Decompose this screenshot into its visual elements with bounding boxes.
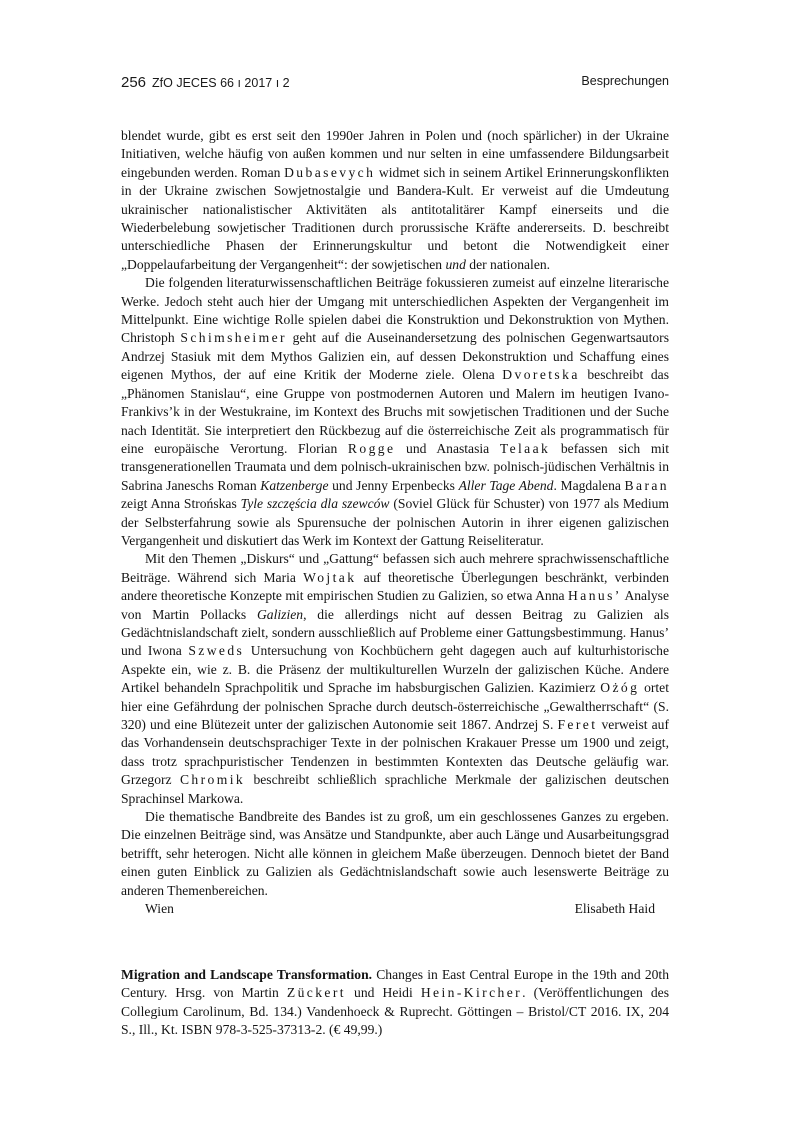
emphasis: und bbox=[445, 256, 466, 272]
section-title: Besprechungen bbox=[581, 74, 669, 88]
signature-line bbox=[121, 900, 669, 918]
author-name: Dvoretska bbox=[502, 367, 580, 383]
next-review-heading bbox=[121, 966, 669, 1040]
author-name: Dubasevych bbox=[284, 164, 376, 180]
running-head bbox=[121, 74, 669, 94]
journal-title: ZfO JECES 66 ı 2017 ı 2 bbox=[152, 76, 290, 90]
book-title: Katzenberge bbox=[260, 477, 329, 493]
book-title: Tyle szczęścia dla szewców bbox=[240, 496, 390, 512]
running-head-left bbox=[121, 74, 290, 91]
paragraph-2: Die folgenden literaturwissenschaftlichen Beiträge fokussieren zumeist auf einzelne literarische Werke. Jedoch steht auch hier der Umgang mit unterschiedlichen Aspekten der Vergangenheit im Mittelpunkt. Eine wichtige Rolle spielen dabei die Konstruktion und Dekonstruktion von Mythen. Christoph Schimsheimer geht auf die Auseinandersetzung des polnischen Gegenwartsautors Andrzej Stasiuk mit dem Mythos Galizien ein, auf dessen Dekonstruktion und Schaffung eines eigenen Mythos, der auf eine Kritik der Moderne ziele. Olena Dvoretska beschreibt das „Phänomen Stanislau“, eine Gruppe von postmodernen Autoren und Malern im heutigen Ivano-Frankivs’k in der Westukraine, im Kontext des Bruchs mit sowjetischen Traditionen und der Suche nach Identität. Sie interpretiert den Rückbezug auf die österreichische Zeit als programmatisch für eine europäische Verortung. Florian Rogge und Anastasia Telaak befassen sich mit transgenerationellen Traumata und dem polnisch-ukrainischen bzw. polnisch-jüdischen Verhältnis in Sabrina Janeschs Roman Katzenberge und Jenny Erpenbecks Aller Tage Abend. Magdalena Baran zeigt Anna Strońskas Tyle szczęścia dla szewców (Soviel Glück für Schuster) von 1977 als Medium der Selbsterfahrung sowie als Spurensuche der polnischen Autorin in ihrer eigenen galizischen Vergangenheit und diskutiert das Werk im Kontext der Gattung Reiseliteratur. bbox=[121, 275, 670, 548]
author-name: Chromik bbox=[179, 772, 246, 788]
signature-author: Elisabeth Haid bbox=[574, 901, 655, 917]
author-name: Ożóg bbox=[600, 680, 640, 696]
author-name: Telaak bbox=[499, 440, 551, 456]
paragraph-4: Die thematische Bandbreite des Bandes ist zu groß, um ein geschlossenes Ganzes zu ergeben. Die einzelnen Beiträge sind, was Ansätze und Standpunkte, aber auch Länge und Ausarbeitungsgrad betrifft, sehr heterogen. Nicht alle können in gleichem Maße überzeugen. Dennoch bietet der Band einen guten Einblick zu Galizien als Gedächtnislandschaft sowie auch lesenswerte Beiträge zu anderen Themenbereichen. bbox=[121, 809, 669, 898]
book-title: Galizien bbox=[256, 606, 304, 622]
bibliographic-entry: Migration and Landscape Transformation. Changes in East Central Europe in the 19th and 20th Century. Hrsg. von Martin Zückert und Heidi Hein-Kircher. (Veröffentlichungen des Collegium Carolinum, Bd. 134.) Vandenhoeck & Ruprecht. Göttingen – Bristol/CT 2016. IX, 204 S., Ill., Kt. ISBN 978-3-525-37313-2. (€ 49,99.) bbox=[121, 967, 670, 1038]
author-name: Schimsheimer bbox=[180, 330, 287, 346]
author-name: Rogge bbox=[347, 440, 396, 456]
book-title-bold: Migration and Landscape Transformation. bbox=[121, 967, 373, 982]
author-name: Szweds bbox=[188, 643, 245, 659]
book-title: Aller Tage Abend bbox=[458, 477, 554, 493]
author-name: Baran bbox=[624, 477, 670, 493]
review-body bbox=[121, 127, 669, 918]
author-name: Hanus’ bbox=[568, 588, 622, 604]
signature-place: Wien bbox=[145, 901, 174, 917]
page-number: 256 bbox=[121, 74, 147, 91]
paragraph-1: blendet wurde, gibt es erst seit den 1990er Jahren in Polen und (noch spärlicher) in der Ukraine Initiativen, welche häufig von außen kommen und nur selten in eine umfassendere Bildungsarbeit eingebunden werden. Roman Dubasevych widmet sich in seinem Artikel Erinnerungskonflikten in der Ukraine zwischen Sowjetnostalgie und Bandera-Kult. Er verweist auf die Umdeutung ukrainischer nationalistischer Aktivitäten als antitotalitärer Kampf einerseits und die Wiederbelebung sowjetischer Traditionen durch prorussische Kräfte andererseits. D. beschreibt unterschiedliche Phasen der Erinnerungskultur und betont die Notwendigkeit einer „Doppelaufarbeitung der Vergangenheit“: der sowjetischen und der nationalen. bbox=[121, 128, 669, 272]
author-name: Wojtak bbox=[303, 569, 357, 585]
paragraph-3: Mit den Themen „Diskurs“ und „Gattung“ befassen sich auch mehrere sprachwissenschaftliche Beiträge. Während sich Maria Wojtak auf theoretische Überlegungen beschränkt, verbinden andere theoretische Konzepte mit empirischen Studien zu Galizien, so etwa Anna Hanus’ Analyse von Martin Pollacks Galizien, die allerdings nicht auf dessen Beitrag zu Galizien als Gedächtnislandschaft zielt, sondern ausschließlich auf Probleme einer Gattungsbestimmung. Hanus’ und Iwona Szweds Untersuchung von Kochbüchern geht dagegen auch auf kulturhistorische Aspekte ein, wie z. B. die Präsenz der multikulturellen Wurzeln der galizischen Küche. Andere Artikel behandeln Sprachpolitik und Sprache im habsburgischen Galizien. Kazimierz Ożóg ortet hier eine Gefährdung der polnischen Sprache durch deutsch-österreichische „Gewaltherrschaft“ (S. 320) und eine Blütezeit unter der galizischen Autonomie seit 1867. Andrzej S. Feret verweist auf das Vorhandensein deutschsprachiger Texte in der polnischen Krakauer Presse um 1900 und zeigt, dass trotz sprachpuristischer Tendenzen in bestimmten Kontexten das Deutsche geläufig war. Grzegorz Chromik beschreibt schließlich sprachliche Merkmale der galizischen deutschen Sprachinsel Markowa. bbox=[121, 551, 669, 806]
editor-name: Zückert bbox=[286, 985, 346, 1001]
editor-name: Hein-Kircher bbox=[420, 985, 523, 1001]
author-name: Feret bbox=[557, 717, 598, 732]
